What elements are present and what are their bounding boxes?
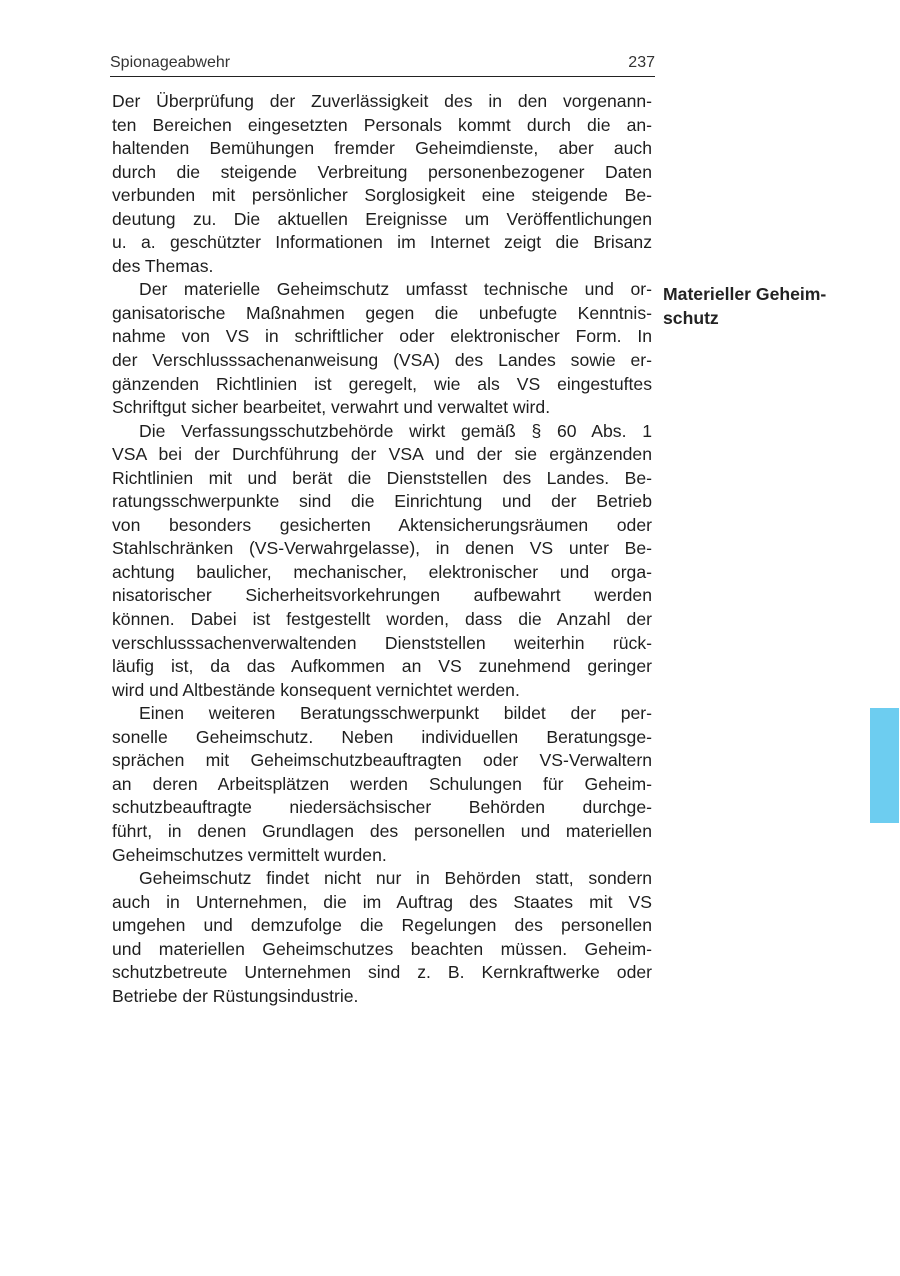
text-line: schutzbeauftragte niedersächsischer Behörden durchge- <box>112 797 652 818</box>
text-line: Der Überprüfung der Zuverlässigkeit des in den vorgenann- <box>112 91 652 111</box>
text-line: können. Dabei ist festgestellt worden, dass die Anzahl der <box>112 609 652 630</box>
text-line: führt, in denen Grundlagen des personellen und materiellen <box>112 820 652 841</box>
paragraph <box>112 867 652 1008</box>
paragraph <box>112 278 652 419</box>
text-line: Die Verfassungsschutzbehörde wirkt gemäß § 60 Abs. 1 <box>139 420 652 441</box>
text-line: sprächen mit Geheimschutzbeauftragten oder VS-Verwaltern <box>112 750 652 771</box>
page-number: 237 <box>628 54 655 71</box>
body-text <box>112 90 652 1008</box>
text-line: verbunden mit persönlicher Sorglosigkeit eine steigende Be- <box>112 185 652 206</box>
text-line: umgehen und demzufolge die Regelungen des personellen <box>112 915 652 936</box>
paragraph <box>112 90 652 278</box>
text-line: u. a. geschützter Informationen im Internet zeigt die Brisanz <box>112 232 652 253</box>
running-title: Spionageabwehr <box>110 54 231 71</box>
text-line: Schriftgut sicher bearbeitet, verwahrt und verwaltet wird. <box>112 397 551 418</box>
text-line: ganisatorische Maßnahmen gegen die unbefugte Kenntnis- <box>112 302 652 323</box>
text-line: des Themas. <box>112 255 214 276</box>
text-line: Geheimschutzes vermittelt wurden. <box>112 844 387 865</box>
text-line: verschlusssachenverwaltenden Dienststellen weiterhin rück- <box>112 632 652 653</box>
paragraph <box>112 702 652 867</box>
text-line: wird und Altbestände konsequent vernichtet werden. <box>112 679 520 700</box>
text-line: schutzbetreute Unternehmen sind z. B. Kernkraftwerke oder <box>112 962 652 983</box>
text-line: VSA bei der Durchführung der VSA und der sie ergänzenden <box>112 444 652 465</box>
running-header <box>110 52 655 77</box>
text-line: von besonders gesicherten Aktensicherungsräumen oder <box>112 514 652 535</box>
text-line: an deren Arbeitsplätzen werden Schulungen für Geheim- <box>112 773 652 794</box>
text-line: Richtlinien mit und berät die Dienststellen des Landes. Be- <box>112 467 652 488</box>
margin-note-line: Materieller Geheim- <box>663 284 827 304</box>
text-line: ten Bereichen eingesetzten Personals kommt durch die an- <box>112 114 652 135</box>
text-line: Der materielle Geheimschutz umfasst technische und or- <box>139 279 652 300</box>
chapter-thumb-tab <box>870 708 899 823</box>
margin-note-line: schutz <box>663 307 719 328</box>
margin-note <box>663 283 826 330</box>
text-line: ratungsschwerpunkte sind die Einrichtung und der Betrieb <box>112 491 652 512</box>
text-line: gänzenden Richtlinien ist geregelt, wie als VS eingestuftes <box>112 373 652 394</box>
text-line: haltenden Bemühungen fremder Geheimdienste, aber auch <box>112 138 652 159</box>
text-line: achtung baulicher, mechanischer, elektronischer und orga- <box>112 561 652 582</box>
text-line: Stahlschränken (VS-Verwahrgelasse), in denen VS unter Be- <box>112 538 652 559</box>
text-line: nahme von VS in schriftlicher oder elektronischer Form. In <box>112 326 652 347</box>
paragraph <box>112 420 652 703</box>
text-line: durch die steigende Verbreitung personenbezogener Daten <box>112 161 652 182</box>
text-line: deutung zu. Die aktuellen Ereignisse um Veröffentlichungen <box>112 208 652 229</box>
text-line: der Verschlusssachenanweisung (VSA) des Landes sowie er- <box>112 350 652 371</box>
text-line: auch in Unternehmen, die im Auftrag des Staates mit VS <box>112 891 652 912</box>
text-line: läufig ist, da das Aufkommen an VS zunehmend geringer <box>112 656 652 677</box>
text-line: sonelle Geheimschutz. Neben individuellen Beratungsge- <box>112 726 652 747</box>
text-line: Geheimschutz findet nicht nur in Behörden statt, sondern <box>139 868 652 889</box>
text-line: und materiellen Geheimschutzes beachten müssen. Geheim- <box>112 938 652 959</box>
text-line: nisatorischer Sicherheitsvorkehrungen aufbewahrt werden <box>112 585 652 606</box>
text-line: Betriebe der Rüstungsindustrie. <box>112 985 359 1006</box>
text-line: Einen weiteren Beratungsschwerpunkt bildet der per- <box>139 703 652 724</box>
